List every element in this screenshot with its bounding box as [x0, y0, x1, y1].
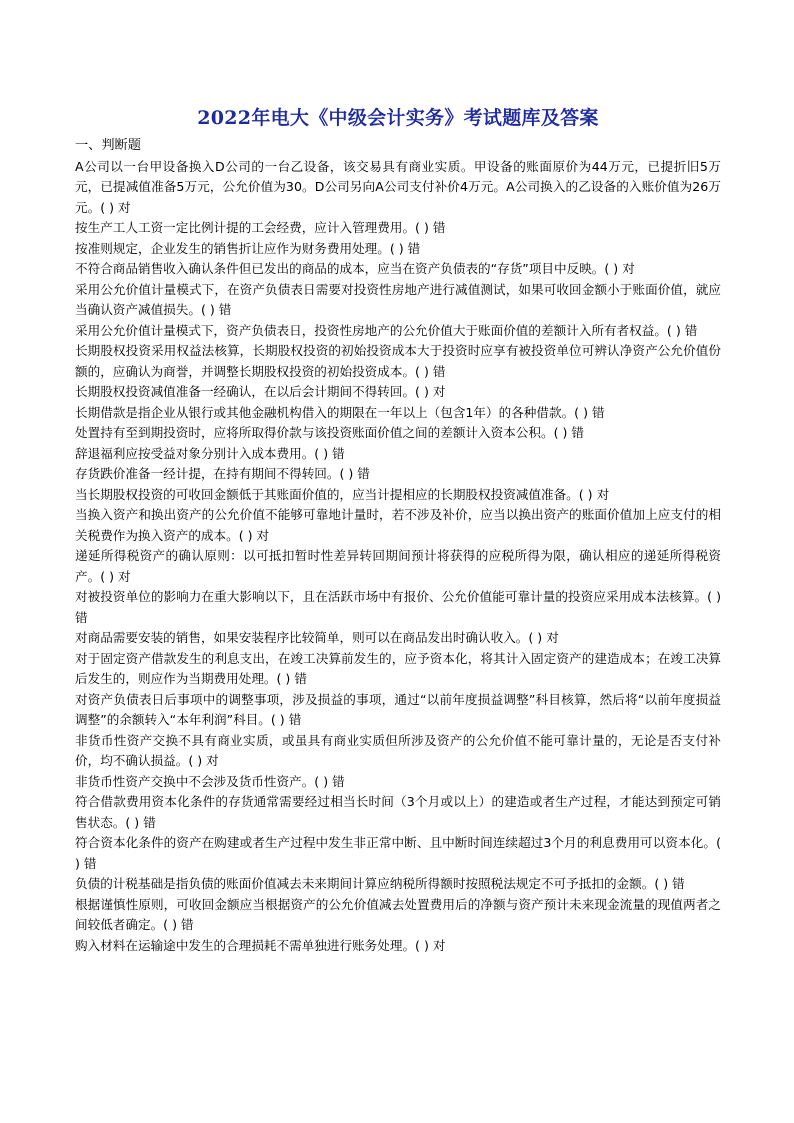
question-item: 长期股权投资减值准备一经确认，在以后会计期间不得转回。( ) 对 [75, 384, 446, 399]
question-item: 存货跌价准备一经计提，在持有期间不得转回。( ) 错 [75, 466, 370, 481]
question-item: 长期股权投资采用权益法核算，长期股权投资的初始投资成本大于投资时应享有被投资单位可辨认净资产公允价值份额的，应确认为商誉，并调整长期股权投资的初始投资成本。( ) 错 [75, 343, 721, 379]
document-page [75, 104, 721, 956]
question-item: 符合资本化条件的资产在购建或者生产过程中发生非正常中断、且中断时间连续超过3个月的利息费用可以资本化。( ) 错 [75, 835, 721, 871]
question-item: 采用公允价值计量模式下，在资产负债表日需要对投资性房地产进行减值测试，如果可收回金额小于账面价值，就应当确认资产减值损失。( ) 错 [75, 281, 721, 317]
question-item: 按生产工人工资一定比例计提的工会经费，应计入管理费用。( ) 错 [75, 220, 446, 235]
question-item: 当换入资产和换出资产的公允价值不能够可靠地计量时，若不涉及补价，应当以换出资产的账面价值加上应支付的相关税费作为换入资产的成本。( ) 对 [75, 507, 721, 543]
question-item: 根据谨慎性原则，可收回金额应当根据资产的公允价值减去处置费用后的净额与资产预计未来现金流量的现值两者之间较低者确定。( ) 错 [75, 896, 721, 932]
question-item: 对商品需要安装的销售，如果安装程序比较简单，则可以在商品发出时确认收入。( ) 对 [75, 630, 559, 645]
question-item: 处置持有至到期投资时，应将所取得价款与该投资账面价值之间的差额计入资本公积。( ) 错 [75, 425, 584, 440]
question-item: 采用公允价值计量模式下，资产负债表日，投资性房地产的公允价值大于账面价值的差额计入所有者权益。( ) 错 [75, 322, 698, 338]
question-item: 非货币性资产交换中不会涉及货币性资产。( ) 错 [75, 773, 345, 789]
question-item: 购入材料在运输途中发生的合理损耗不需单独进行账务处理。( ) 对 [75, 937, 446, 953]
question-item: 当长期股权投资的可收回金额低于其账面价值的，应当计提相应的长期股权投资减值准备。( ) 对 [75, 486, 610, 502]
section-heading: 一、判断题 [75, 138, 141, 153]
document-title: 2022年电大《中级会计实务》考试题库及答案 [197, 107, 599, 129]
question-item: 对资产负债表日后事项中的调整事项，涉及损益的事项，通过“以前年度损益调整”科目核算，然后将“以前年度损益调整”的余额转入“本年利润”科目。( ) 错 [75, 691, 721, 727]
question-item: 符合借款费用资本化条件的存货通常需要经过相当长时间（3个月或以上）的建造或者生产过程，才能达到预定可销售状态。( ) 错 [75, 794, 721, 830]
question-list [75, 157, 721, 957]
question-item: 非货币性资产交换不具有商业实质，或虽具有商业实质但所涉及资产的公允价值不能可靠计量的，无论是否支付补价，均不确认损益。( ) 对 [75, 732, 721, 768]
question-item: 对于固定资产借款发生的利息支出，在竣工决算前发生的，应予资本化，将其计入固定资产的建造成本；在竣工决算后发生的，则应作为当期费用处理。( ) 错 [75, 650, 721, 686]
question-item: 辞退福利应按受益对象分别计入成本费用。( ) 错 [75, 445, 345, 461]
question-item: 递延所得税资产的确认原则：以可抵扣暂时性差异转回期间预计将获得的应税所得为限，确认相应的递延所得税资产。( ) 对 [75, 548, 721, 584]
question-item: 长期借款是指企业从银行或其他金融机构借入的期限在一年以上（包含1年）的各种借款。( ) 错 [75, 404, 605, 420]
question-item: 对被投资单位的影响力在重大影响以下，且在活跃市场中有报价、公允价值能可靠计量的投资应采用成本法核算。( ) 错 [75, 589, 721, 625]
question-item: 按准则规定，企业发生的销售折让应作为财务费用处理。( ) 错 [75, 240, 421, 256]
question-item: 负债的计税基础是指负债的账面价值减去未来期间计算应纳税所得额时按照税法规定不可予抵扣的金额。( ) 错 [75, 876, 685, 891]
question-item: 不符合商品销售收入确认条件但已发出的商品的成本，应当在资产负债表的“存货”项目中反映。( ) 对 [75, 261, 635, 276]
question-item: A公司以一台甲设备换入D公司的一台乙设备，该交易具有商业实质。甲设备的账面原价为44万元，已提折旧5万元，已提减值准备5万元，公允价值为30。D公司另向A公司支付补价4万元。A公司换入的乙设备的入账价值为26万元。( ) 对 [75, 158, 721, 215]
